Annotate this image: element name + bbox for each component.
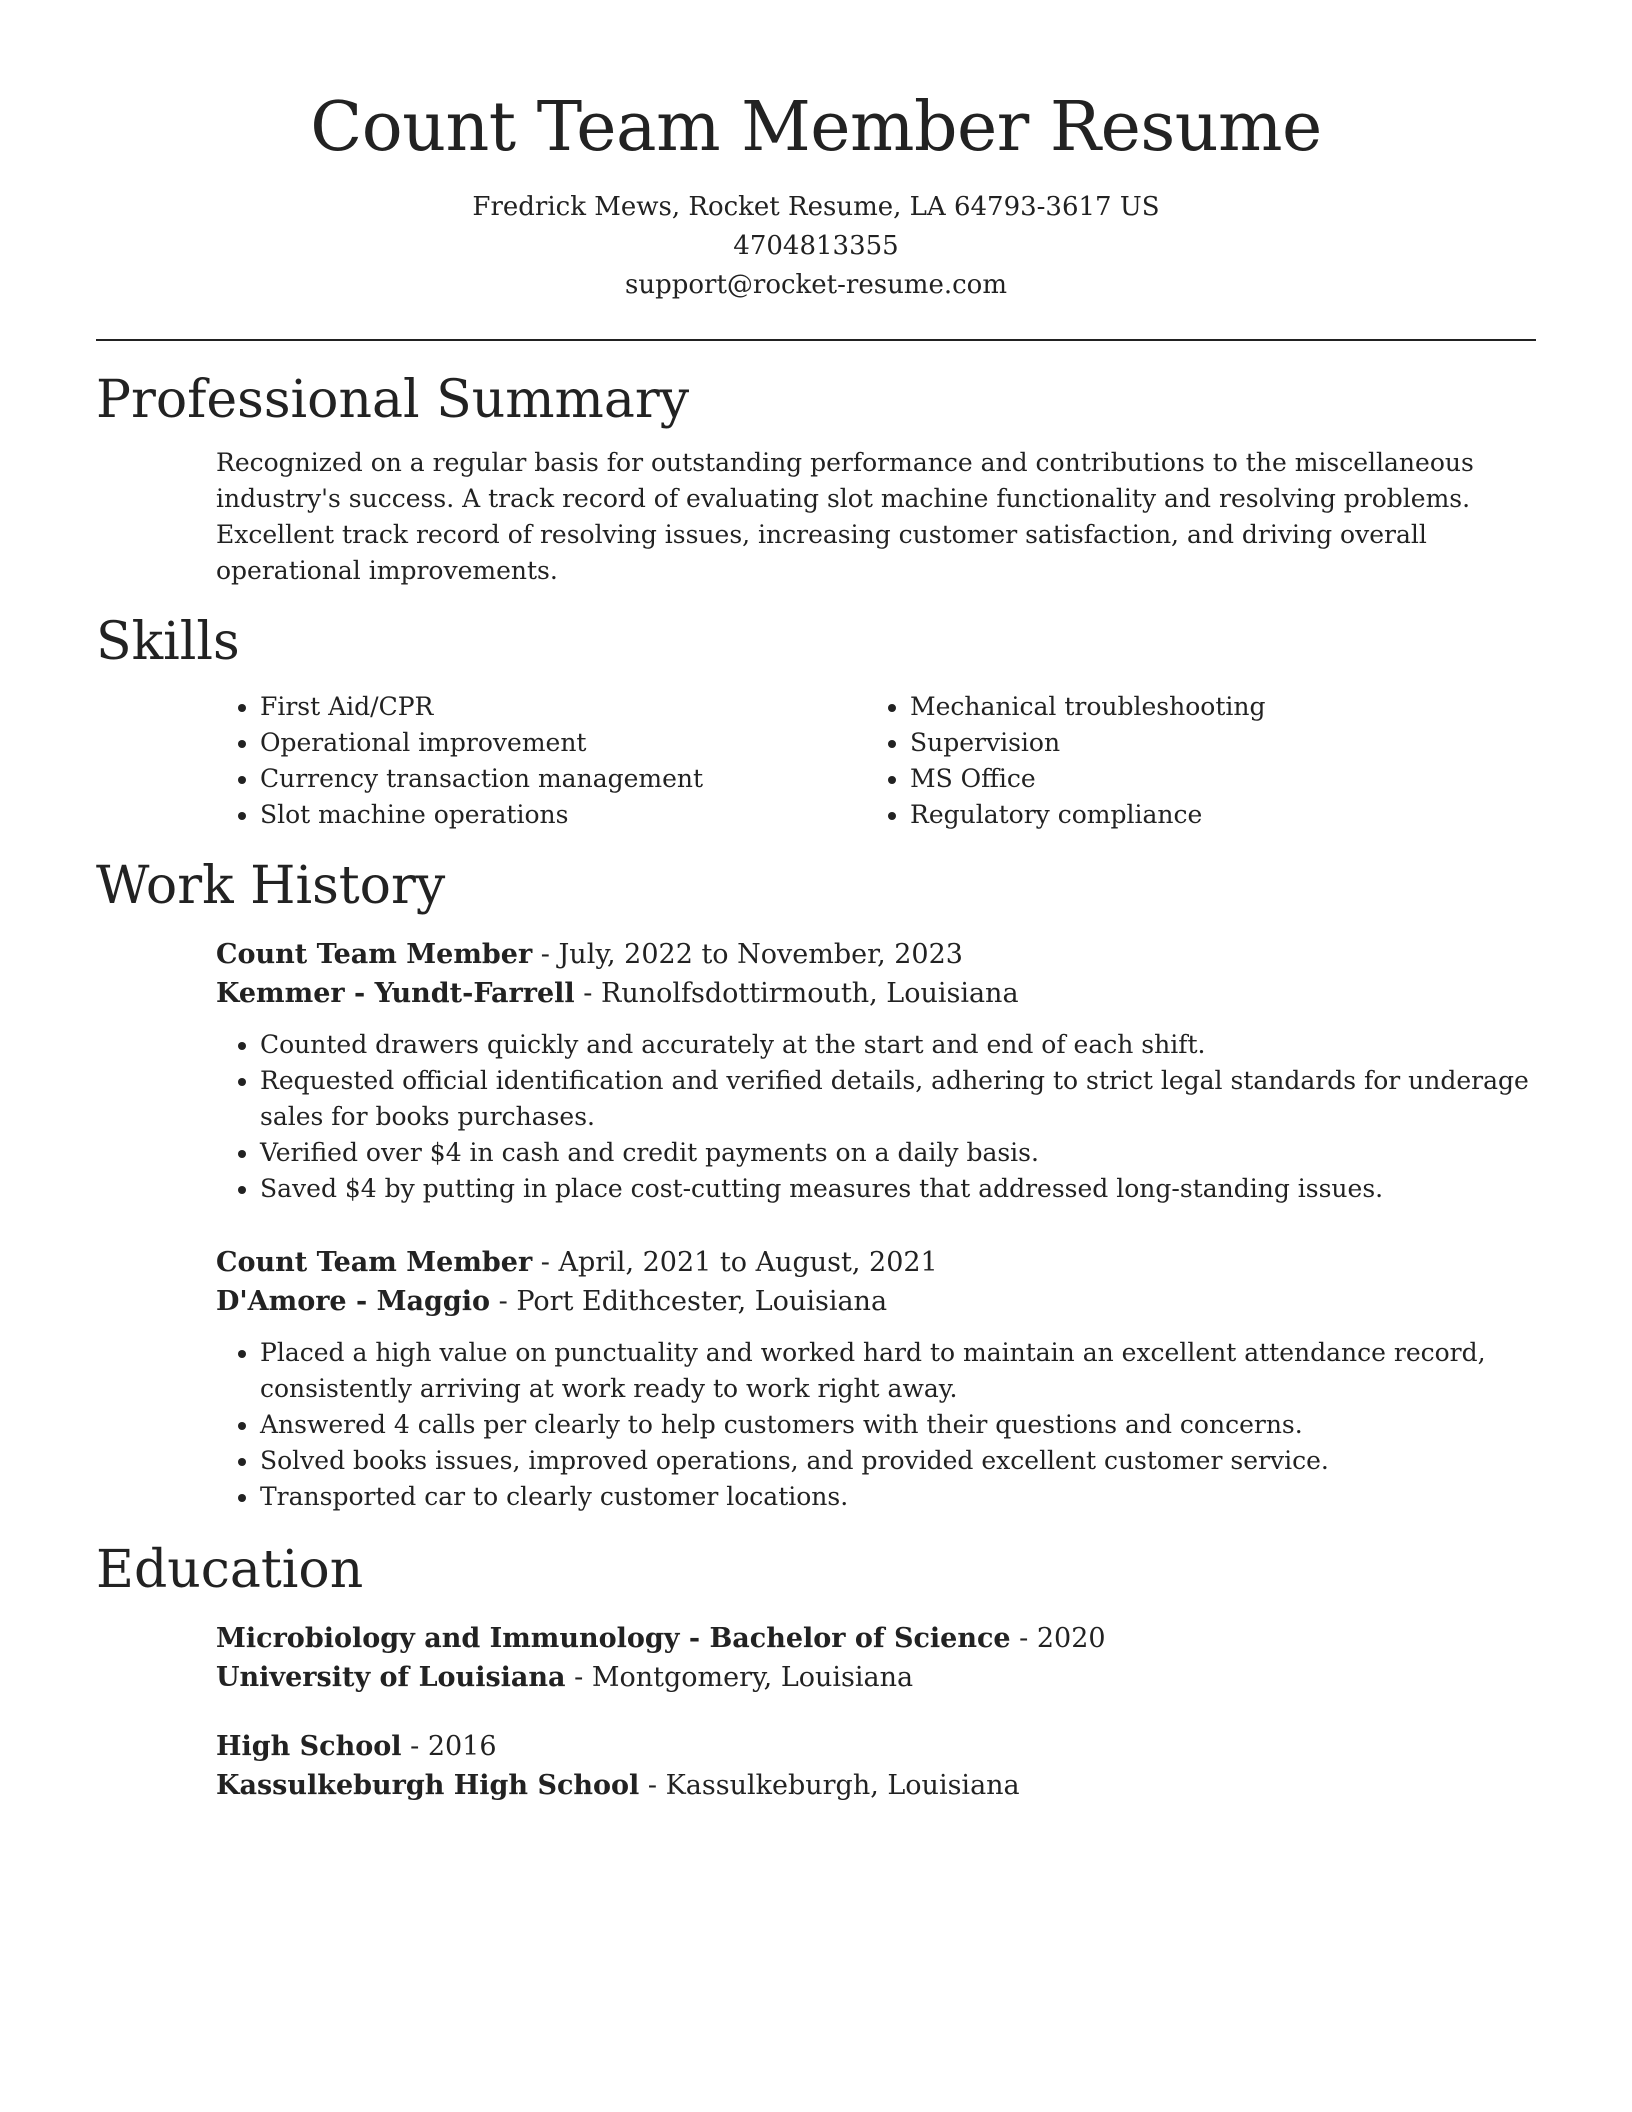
job-dates: July, 2022 to November, 2023: [558, 939, 963, 970]
job-bullet: • Placed a high value on punctuality and worked hard to maintain an excellent attendance record, consistently arriving at work ready to work right away.: [260, 1335, 1536, 1407]
education-school-line: Kassulkeburgh High School - Kassulkeburgh, Louisiana: [216, 1770, 1020, 1801]
job-bullet: • Verified over $4 in cash and credit payments on a daily basis.: [260, 1135, 1536, 1171]
job-bullet: • Saved $4 by putting in place cost-cutting measures that addressed long-standing issues.: [260, 1171, 1536, 1207]
skills-section: [96, 609, 1536, 833]
education-degree: Microbiology and Immunology - Bachelor of Science: [216, 1623, 1011, 1654]
education-entry: [216, 1727, 1536, 1805]
education-section: [96, 1537, 1536, 1805]
contact-email: support@rocket-resume.com: [624, 270, 1007, 300]
job-bullets: [216, 1335, 1536, 1515]
skill-item: • Mechanical troubleshooting: [910, 689, 1516, 725]
education-degree: High School: [216, 1731, 402, 1762]
skill-item: • Operational improvement: [260, 725, 866, 761]
contact-address: Fredrick Mews, Rocket Resume, LA 64793-3617 US: [472, 192, 1160, 222]
summary-section: [96, 367, 1536, 589]
job-entry: [216, 935, 1536, 1207]
education-location: Montgomery, Louisiana: [591, 1662, 914, 1693]
education-school-line: University of Louisiana - Montgomery, Louisiana: [216, 1662, 914, 1693]
skills-list-left: [216, 689, 866, 833]
job-location: Runolfsdottirmouth, Louisiana: [600, 978, 1019, 1009]
job-bullet: • Solved books issues, improved operations, and provided excellent customer service.: [260, 1443, 1536, 1479]
job-bullet: • Answered 4 calls per clearly to help customers with their questions and concerns.: [260, 1407, 1536, 1443]
contact-info: [96, 188, 1536, 305]
education-degree-line: High School - 2016: [216, 1731, 497, 1762]
job-bullet: • Requested official identification and verified details, adhering to strict legal standards for underage sales for books purchases.: [260, 1063, 1536, 1135]
job-bullet: • Transported car to clearly customer locations.: [260, 1479, 1536, 1515]
education-entry: [216, 1619, 1536, 1697]
resume-header: [96, 0, 1536, 305]
skill-item: • Supervision: [910, 725, 1516, 761]
contact-phone: 4704813355: [733, 231, 899, 261]
skill-item: • Regulatory compliance: [910, 797, 1516, 833]
job-title-line: Count Team Member - July, 2022 to November, 2023: [216, 939, 963, 970]
header-divider: [96, 339, 1536, 341]
skill-item: • First Aid/CPR: [260, 689, 866, 725]
job-location: Port Edithcester, Louisiana: [516, 1286, 888, 1317]
education-body: [96, 1619, 1536, 1805]
skill-item: • Slot machine operations: [260, 797, 866, 833]
job-title: Count Team Member: [216, 1247, 533, 1278]
skills-heading: Skills: [96, 612, 240, 672]
summary-heading: Professional Summary: [96, 370, 690, 430]
education-school: University of Louisiana: [216, 1662, 566, 1693]
job-company: D'Amore - Maggio: [216, 1286, 491, 1317]
job-title-line: Count Team Member - April, 2021 to August, 2021: [216, 1247, 938, 1278]
skills-list-right: [866, 689, 1516, 833]
resume-title: Count Team Member Resume: [310, 88, 1322, 167]
skill-item: • MS Office: [910, 761, 1516, 797]
education-location: Kassulkeburgh, Louisiana: [665, 1770, 1020, 1801]
summary-text: Recognized on a regular basis for outstanding performance and contributions to the miscellaneous industry's success. A track record of evaluating slot machine functionality and resolving problems. Excellent track record of resolving issues, increasing customer satisfaction, and driving overall operational improvements.: [216, 448, 1474, 585]
education-year: 2016: [427, 1731, 497, 1762]
job-bullets: [216, 1027, 1536, 1207]
education-school: Kassulkeburgh High School: [216, 1770, 640, 1801]
job-company-line: D'Amore - Maggio - Port Edithcester, Louisiana: [216, 1286, 888, 1317]
education-year: 2020: [1036, 1623, 1106, 1654]
skills-grid: [216, 689, 1536, 833]
job-title: Count Team Member: [216, 939, 533, 970]
skills-body: [96, 689, 1536, 833]
job-company: Kemmer - Yundt-Farrell: [216, 978, 575, 1009]
work-heading: Work History: [96, 856, 446, 916]
job-bullet: • Counted drawers quickly and accurately at the start and end of each shift.: [260, 1027, 1536, 1063]
education-heading: Education: [96, 1540, 364, 1600]
job-company-line: Kemmer - Yundt-Farrell - Runolfsdottirmouth, Louisiana: [216, 978, 1019, 1009]
job-entry: [216, 1243, 1536, 1515]
work-body: [96, 935, 1536, 1515]
work-section: [96, 853, 1536, 1515]
education-degree-line: Microbiology and Immunology - Bachelor of Science - 2020: [216, 1623, 1106, 1654]
skill-item: • Currency transaction management: [260, 761, 866, 797]
job-dates: April, 2021 to August, 2021: [558, 1247, 938, 1278]
